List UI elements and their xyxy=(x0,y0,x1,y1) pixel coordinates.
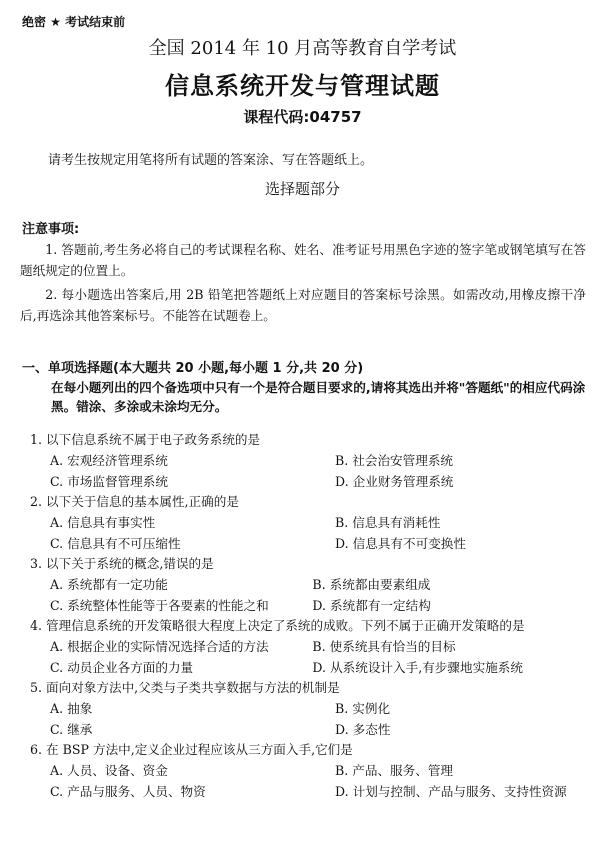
option-a: A. 宏观经济管理系统 xyxy=(50,453,168,468)
option-c: C. 系统整体性能等于各要素的性能之和 xyxy=(50,598,269,613)
option-b: B. 产品、服务、管理 xyxy=(335,763,454,778)
question-4 xyxy=(30,616,590,678)
option-a: A. 抽象 xyxy=(50,701,93,716)
option-b: B. 系统都由要素组成 xyxy=(312,577,431,592)
option-c: C. 继承 xyxy=(50,722,93,737)
question-6 xyxy=(30,740,590,802)
option-b: B. 实例化 xyxy=(335,701,391,716)
exam-instruction: 请考生按规定用笔将所有试题的答案涂、写在答题纸上。 xyxy=(48,153,374,168)
option-c: C. 产品与服务、人员、物资 xyxy=(50,784,206,799)
question-2 xyxy=(30,492,590,554)
option-c: C. 市场监督管理系统 xyxy=(50,474,168,489)
option-d: D. 信息具有不可变换性 xyxy=(335,536,466,551)
course-code: 课程代码:04757 xyxy=(243,108,362,126)
part-description: 在每小题列出的四个备选项中只有一个是符合题目要求的,请将其选出并将"答题纸"的相应代码涂黑。错涂、多涂或未涂均无分。 xyxy=(51,380,586,414)
question-stem: 5. 面向对象方法中,父类与子类共享数据与方法的机制是 xyxy=(30,680,340,695)
option-d: D. 系统都有一定结构 xyxy=(312,598,431,613)
option-c: C. 信息具有不可压缩性 xyxy=(50,536,181,551)
paper-title: 信息系统开发与管理试题 xyxy=(165,72,440,100)
section-title: 选择题部分 xyxy=(264,180,340,198)
question-list xyxy=(30,430,590,802)
notes-list xyxy=(20,240,586,330)
confidential-mark: 绝密 ★ 考试结束前 xyxy=(22,15,126,29)
option-b: B. 社会治安管理系统 xyxy=(335,453,454,468)
option-d: D. 计划与控制、产品与服务、支持性资源 xyxy=(335,784,567,799)
option-c: C. 动员企业各方面的力量 xyxy=(50,660,194,675)
question-1 xyxy=(30,430,590,492)
option-b: B. 使系统具有恰当的目标 xyxy=(312,639,456,654)
part-heading: 一、单项选择题(本大题共 20 小题,每小题 1 分,共 20 分) xyxy=(22,361,364,376)
question-stem: 2. 以下关于信息的基本属性,正确的是 xyxy=(30,494,239,509)
option-d: D. 企业财务管理系统 xyxy=(335,474,454,489)
option-a: A. 系统都有一定功能 xyxy=(50,577,168,592)
option-d: D. 多态性 xyxy=(335,722,391,737)
question-5 xyxy=(30,678,590,740)
question-stem: 6. 在 BSP 方法中,定义企业过程应该从三方面入手,它们是 xyxy=(30,742,353,757)
notes-heading: 注意事项: xyxy=(22,222,80,237)
option-d: D. 从系统设计入手,有步骤地实施系统 xyxy=(312,660,523,675)
question-3 xyxy=(30,554,590,616)
option-a: A. 人员、设备、资金 xyxy=(50,763,168,778)
exam-title: 全国 2014 年 10 月高等教育自学考试 xyxy=(148,38,457,59)
question-stem: 3. 以下关于系统的概念,错误的是 xyxy=(30,556,214,571)
note-item: 2. 每小题选出答案后,用 2B 铅笔把答题纸上对应题目的答案标号涂黑。如需改动,用橡皮擦干净后,再选涂其他答案标号。不能答在试题卷上。 xyxy=(20,287,586,323)
option-b: B. 信息具有消耗性 xyxy=(335,515,441,530)
question-stem: 1. 以下信息系统不属于电子政务系统的是 xyxy=(30,432,261,447)
option-a: A. 信息具有事实性 xyxy=(50,515,156,530)
note-item: 1. 答题前,考生务必将自己的考试课程名称、姓名、准考证号用黑色字迹的签字笔或钢笔填写在答题纸规定的位置上。 xyxy=(20,242,586,278)
question-stem: 4. 管理信息系统的开发策略很大程度上决定了系统的成败。下列不属于正确开发策略的是 xyxy=(30,618,525,633)
option-a: A. 根据企业的实际情况选择合适的方法 xyxy=(50,639,269,654)
